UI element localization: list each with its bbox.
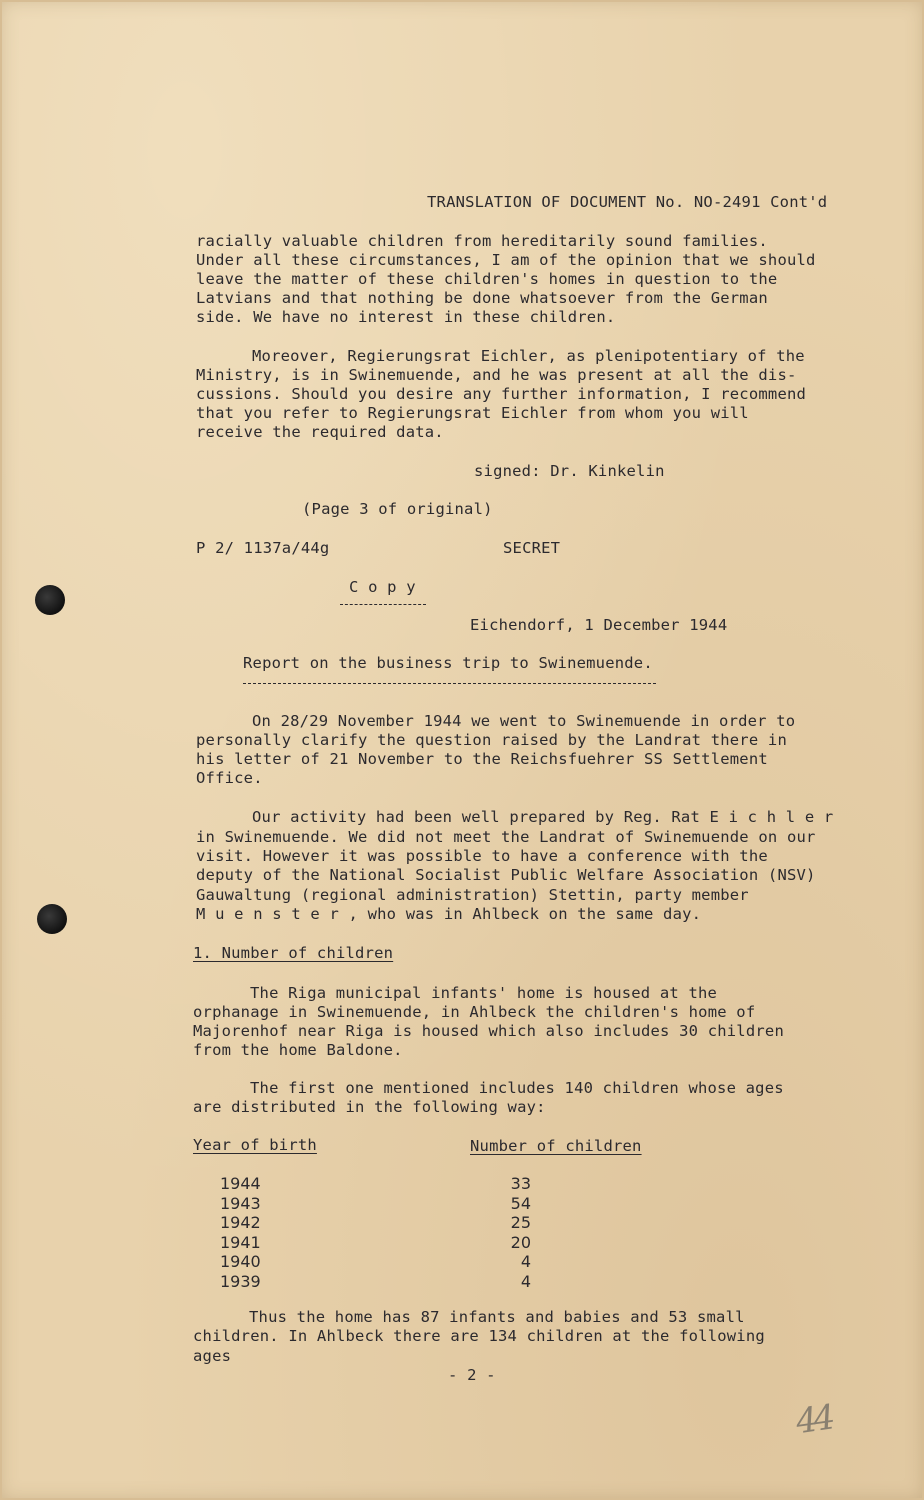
- table-cell-year: 1940: [220, 1252, 261, 1271]
- table-cell-year: 1943: [220, 1193, 261, 1213]
- text-line: are distributed in the following way:: [193, 1098, 546, 1116]
- text-line: visit. However it was possible to have a conference with the: [196, 847, 768, 865]
- text-line: The Riga municipal infants' home is housed at the: [250, 984, 718, 1002]
- text-line: side. We have no interest in these children.: [196, 308, 616, 326]
- report-title: Report on the business trip to Swinemuende.: [243, 654, 653, 672]
- table-cell-year: 1939: [220, 1271, 261, 1291]
- text-line: Office.: [196, 769, 263, 787]
- text-line: personally clarify the question raised by the Landrat there in: [196, 731, 787, 749]
- document-header: TRANSLATION OF DOCUMENT No. NO-2491 Cont'd: [427, 193, 828, 211]
- text-line: racially valuable children from hereditarily sound families.: [196, 232, 768, 250]
- text-line: The first one mentioned includes 140 children whose ages: [250, 1079, 784, 1097]
- copy-underline: [340, 604, 426, 605]
- text-line: Latvians and that nothing be done whatsoever from the German: [196, 289, 768, 307]
- text-line: that you refer to Regierungsrat Eichler from whom you will: [196, 404, 749, 422]
- text-line: leave the matter of these children's homes in question to the: [196, 270, 778, 288]
- table-cell-year: 1941: [220, 1232, 261, 1252]
- table-cell-year: 1942: [220, 1213, 261, 1232]
- signature-line: signed: Dr. Kinkelin: [474, 462, 665, 480]
- section-heading: 1. Number of children: [193, 944, 394, 962]
- text-line: Under all these circumstances, I am of the opinion that we should: [196, 251, 816, 269]
- text-line: Thus the home has 87 infants and babies and 53 small: [249, 1308, 745, 1326]
- text-line: from the home Baldone.: [193, 1041, 403, 1059]
- page-number: - 2 -: [448, 1366, 496, 1384]
- classification-label: SECRET: [503, 539, 561, 557]
- text-line: On 28/29 November 1944 we went to Swinemuende in order to: [252, 712, 796, 730]
- table-cell-count: 25: [510, 1213, 531, 1232]
- text-line: his letter of 21 November to the Reichsfuehrer SS Settlement: [196, 750, 768, 768]
- text-line: orphanage in Swinemuende, in Ahlbeck the children's home of: [193, 1003, 756, 1021]
- page-reference: (Page 3 of original): [302, 500, 493, 518]
- text-line: cussions. Should you desire any further information, I recommend: [196, 385, 807, 403]
- text-line: Our activity had been well prepared by Reg. Rat E i c h l e r: [252, 808, 834, 826]
- text-line: in Swinemuende. We did not meet the Landrat of Swinemuende on our: [196, 828, 816, 846]
- table-cell-count: 20: [510, 1232, 531, 1252]
- handwritten-page-mark: 44: [793, 1397, 834, 1443]
- table-cell-count: 54: [510, 1193, 531, 1213]
- punch-hole: [37, 904, 67, 934]
- text-line: children. In Ahlbeck there are 134 children at the following: [193, 1327, 765, 1345]
- copy-label: C o p y: [349, 578, 416, 596]
- text-line: Gauwaltung (regional administration) Stettin, party member: [196, 886, 749, 904]
- text-line: M u e n s t e r , who was in Ahlbeck on the same day.: [196, 905, 702, 923]
- text-line: receive the required data.: [196, 423, 444, 441]
- text-line: Moreover, Regierungsrat Eichler, as plenipotentiary of the: [252, 347, 805, 365]
- place-date: Eichendorf, 1 December 1944: [470, 616, 728, 634]
- table-header-year: Year of birth: [193, 1136, 317, 1154]
- text-line: deputy of the National Socialist Public Welfare Association (NSV): [196, 866, 816, 884]
- table-cell-count: 33: [510, 1174, 531, 1193]
- table-cell-count: 4: [520, 1252, 531, 1271]
- year-column: [220, 1174, 261, 1291]
- text-line: Majorenhof near Riga is housed which also includes 30 children: [193, 1022, 784, 1040]
- table-cell-count: 4: [520, 1271, 531, 1291]
- text-line: Ministry, is in Swinemuende, and he was present at all the dis-: [196, 366, 797, 384]
- table-cell-year: 1944: [220, 1174, 261, 1193]
- file-reference: P 2/ 1137a/44g: [196, 539, 330, 557]
- punch-hole: [35, 585, 65, 615]
- report-title-underline: [243, 683, 656, 684]
- text-line: ages: [193, 1347, 232, 1365]
- table-header-count: Number of children: [470, 1137, 642, 1155]
- count-column: [507, 1174, 531, 1291]
